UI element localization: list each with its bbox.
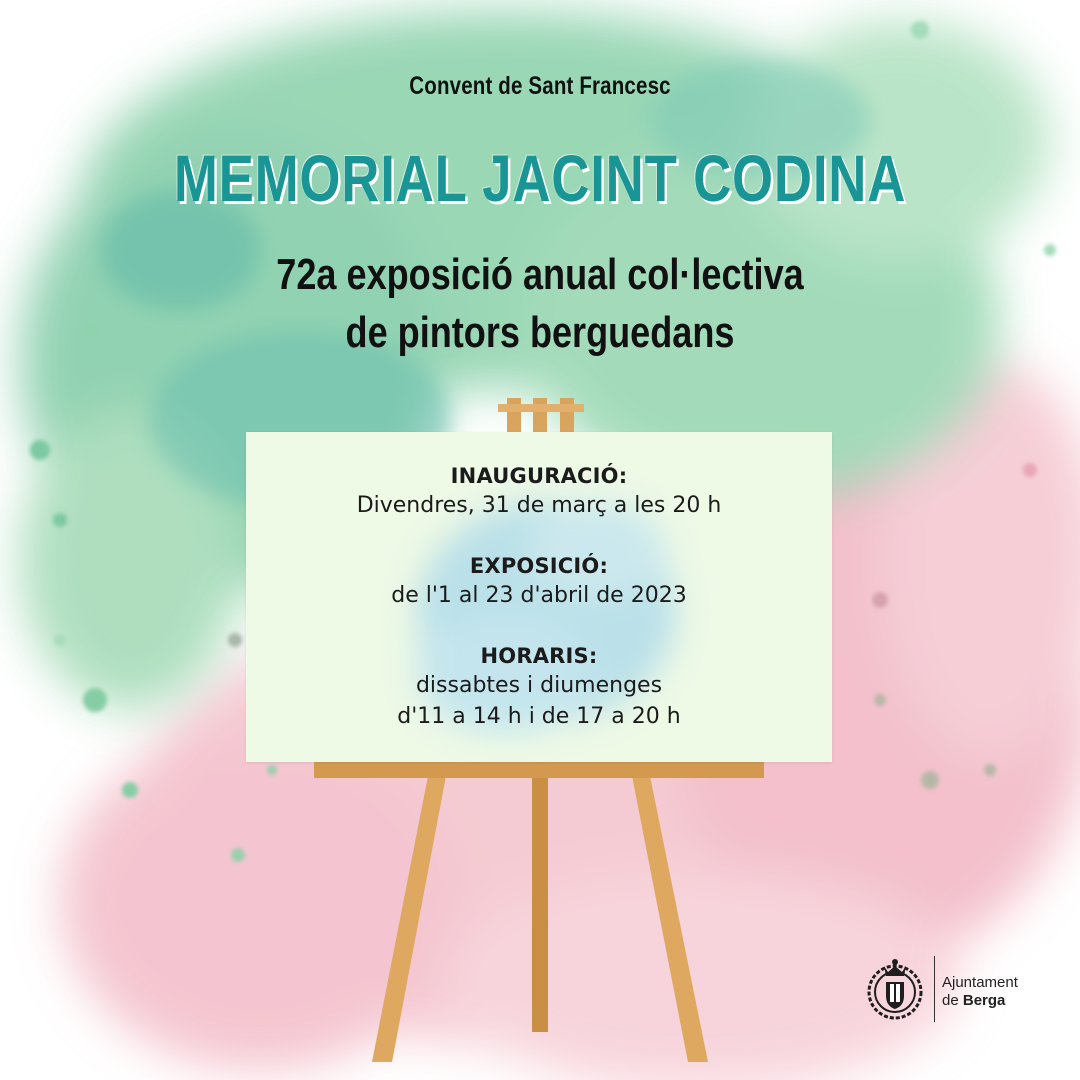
logo-text-prefix: de	[942, 992, 963, 1009]
opening-label: INAUGURACIÓ:	[450, 464, 628, 488]
venue-name: Convent de Sant Francesc	[409, 72, 671, 100]
subtitle-line-1: 72a exposició anual col·lectiva	[276, 250, 804, 299]
event-subtitle	[97, 246, 983, 362]
opening-date: Divendres, 31 de març a les 20 h	[356, 493, 722, 518]
easel-canvas	[246, 432, 832, 762]
logo-text-ajuntament: Ajuntament	[942, 974, 1018, 991]
exhibition-label: EXPOSICIÓ:	[469, 554, 609, 578]
event-title: MEMORIAL JACINT CODINA	[173, 141, 907, 215]
schedule-days: dissabtes i diumenges	[415, 673, 663, 698]
schedule-label: HORARIS:	[480, 644, 598, 668]
logo-text-city: Berga	[962, 992, 1006, 1009]
exhibition-dates: de l'1 al 23 d'abril de 2023	[391, 583, 687, 608]
schedule-hours: d'11 a 14 h i de 17 a 20 h	[397, 704, 681, 729]
opening-info	[246, 462, 832, 521]
logo-divider	[934, 956, 935, 1022]
logo-text-berga	[942, 992, 1005, 1009]
exhibition-info	[246, 552, 832, 611]
city-coat-of-arms-icon	[864, 956, 926, 1022]
ajuntament-berga-logo	[864, 954, 1044, 1026]
schedule-info	[246, 642, 832, 732]
subtitle-line-2: de pintors berguedans	[345, 308, 735, 357]
